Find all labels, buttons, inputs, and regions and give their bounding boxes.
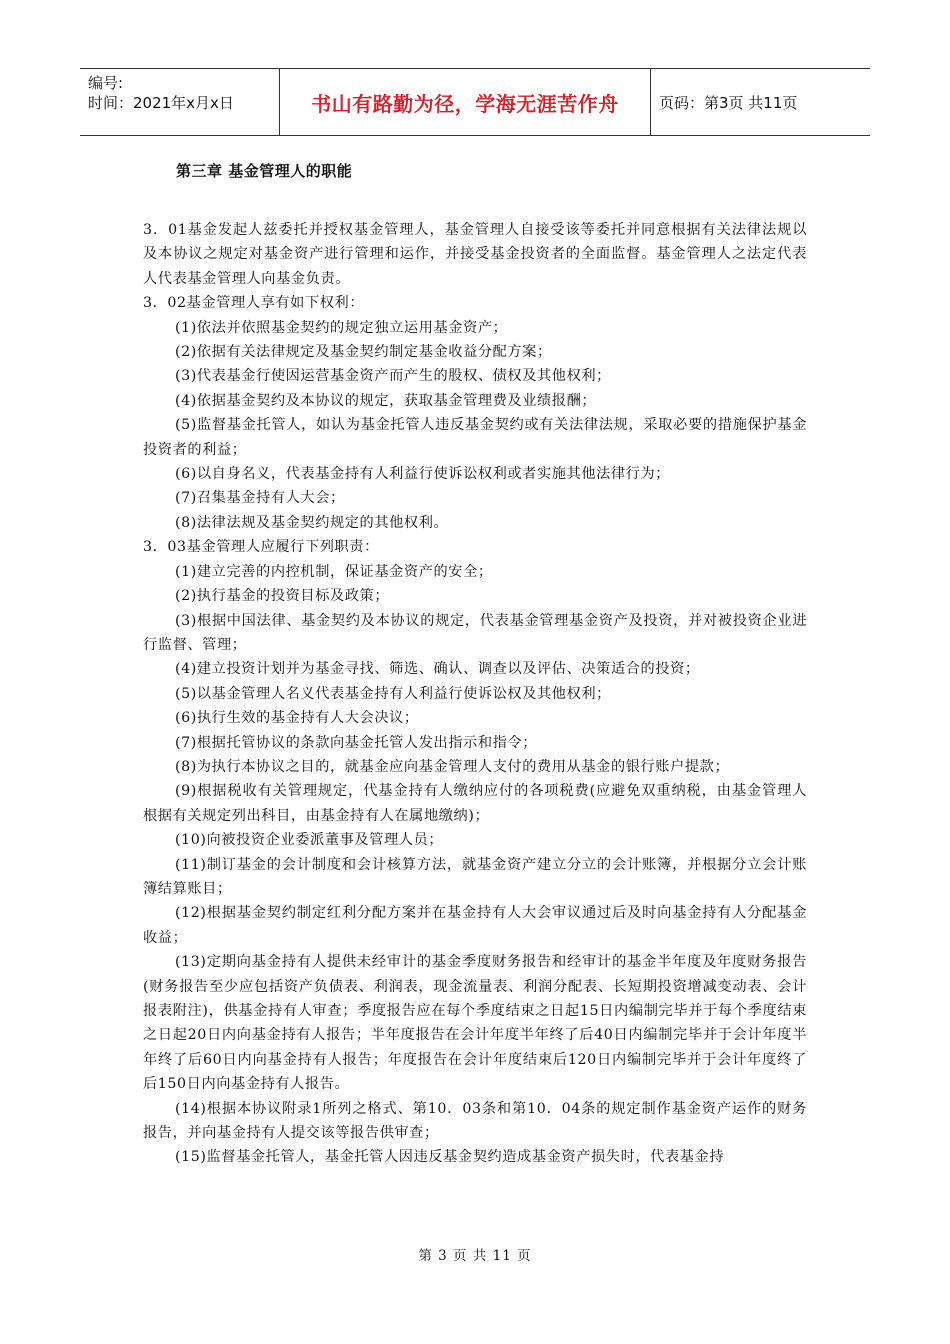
paragraph: (11)制订基金的会计制度和会计核算方法，就基金资产建立分立的会计账簿，并根据分立会计账簿结算账目； (143, 856, 807, 897)
paragraph: (2)执行基金的投资目标及政策； (175, 588, 390, 605)
paragraph: (13)定期向基金持有人提供未经审计的基金季度财务报告和经审计的基金半年度及年度财务报告(财务报告至少应包括资产负债表、利润表，现金流量表、利润分配表、长短期投资增减变动表、会计报表附注)，供基金持有人审查；季度报告应在每个季度结束之日起15日内编制完毕并于每个季度结束之日起20日内向基金持有人报告；半年度报告在会计年度半年终了后40日内编制完毕并于会计年度半年终了后60日内向基金持有人报告；年度报告在会计年度结束后120日内编制完毕并于会计年度终了后150日内向基金持有人报告。 (143, 954, 807, 1093)
paragraph: (7)召集基金持有人大会； (175, 490, 345, 507)
paragraph: (6)以自身名义，代表基金持有人利益行使诉讼权利或者实施其他法律行为； (175, 466, 671, 483)
paragraph: (3)代表基金行使因运营基金资产而产生的股权、债权及其他权利； (175, 368, 611, 385)
paragraph: (5)监督基金托管人，如认为基金托管人违反基金契约或有关法律法规，采取必要的措施保护基金投资者的利益； (143, 417, 807, 458)
paragraph: (6)执行生效的基金持有人大会决议； (175, 710, 419, 727)
paragraph: (14)根据本协议附录1所列之格式、第10．03条和第10．04条的规定制作基金资产运作的财务报告，并向基金持有人提交该等报告供审查； (143, 1100, 807, 1142)
paragraph: (1)建立完善的内控机制，保证基金资产的安全； (175, 563, 493, 580)
paragraph: (8)法律法规及基金契约规定的其他权利。 (175, 514, 449, 531)
paragraph: (7)根据托管协议的条款向基金托管人发出指示和指令； (175, 734, 538, 751)
page-header (80, 68, 870, 136)
header-motto: 书山有路勤为径，学海无涯苦作舟 (280, 69, 651, 135)
paragraph: (4)建立投资计划并为基金寻找、筛选、确认、调查以及评估、决策适合的投资； (175, 661, 700, 678)
number-label: 编号: (88, 74, 124, 92)
paragraph: (1)依法并依照基金契约的规定独立运用基金资产； (175, 319, 508, 336)
paragraph: 3．01基金发起人兹委托并授权基金管理人，基金管理人自接受该等委托并同意根据有关法律法规以及本协议之规定对基金资产进行管理和运作，并接受基金投资者的全面监督。基金管理人之法定代表人代表基金管理人向基金负责。 (143, 222, 807, 287)
paragraph: 3．02基金管理人享有如下权利： (143, 295, 365, 312)
paragraph: (12)根据基金契约制定红利分配方案并在基金持有人大会审议通过后及时向基金持有人分配基金收益； (143, 905, 807, 946)
paragraph: (15)监督基金托管人，基金托管人因违反基金契约造成基金资产损失时，代表基金持 (175, 1149, 725, 1166)
page-footer: 第 3 页 共 11 页 (418, 1248, 532, 1264)
paragraph: (8)为执行本协议之目的，就基金应向基金管理人支付的费用从基金的银行账户提款； (175, 758, 730, 775)
paragraph: (9)根据税收有关管理规定，代基金持有人缴纳应付的各项税费(应避免双重纳税，由基金管理人根据有关规定列出科目，由基金持有人在属地缴纳)； (143, 783, 807, 824)
paragraph: (5)以基金管理人名义代表基金持有人利益行使诉讼权及其他权利； (175, 685, 611, 702)
document-body (143, 218, 807, 1170)
chapter-title: 第三章 基金管理人的职能 (176, 162, 353, 180)
paragraph: (2)依据有关法律规定及基金契约制定基金收益分配方案； (175, 344, 552, 361)
paragraph: 3．03基金管理人应履行下列职责： (143, 539, 379, 556)
paragraph: (3)根据中国法律、基金契约及本协议的规定，代表基金管理基金资产及投资，并对被投资企业进行监督、管理； (143, 612, 807, 653)
header-meta (80, 69, 280, 135)
header-page-label: 页码：第3页 共11页 (659, 93, 798, 112)
paragraph: (4)依据基金契约及本协议的规定，获取基金管理费及业绩报酬； (175, 392, 597, 409)
date-label: 时间：2021年x月x日 (88, 94, 234, 112)
paragraph: (10)向被投资企业委派董事及管理人员； (175, 832, 444, 849)
